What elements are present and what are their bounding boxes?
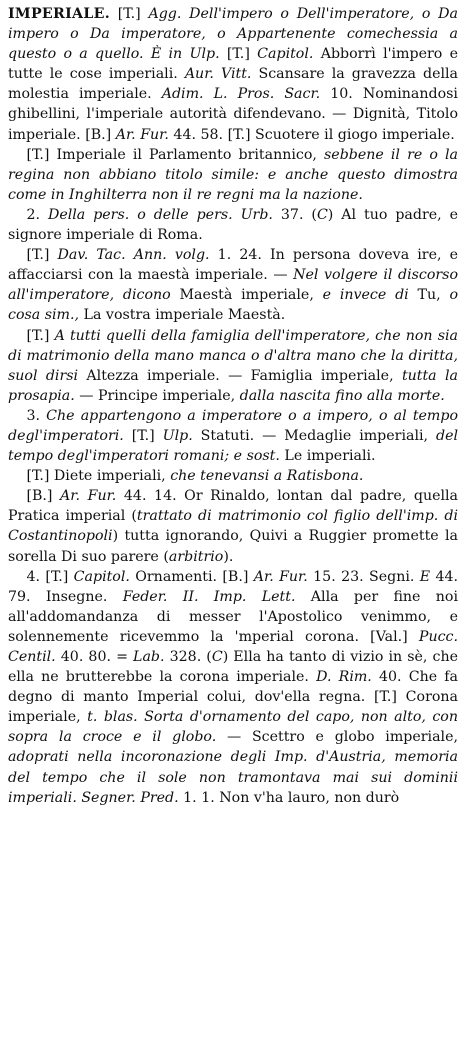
italic-run: Lab. [133,649,165,665]
text-run: 40. Che fa degno di manto Imperial colui, dov'ella regna. [T.] Corona imperiale, [8,669,458,726]
text-run: 4. [T.] [26,568,74,585]
headword: IMPERIALE. [8,6,110,22]
text-run: Statuti. — Medaglie imperiali, [192,427,436,444]
italic-run: Ulp. [162,427,193,444]
italic-run: Ar. Fur. [253,568,308,585]
italic-run: tutta la prosapia. [8,367,458,404]
text-run: ). [223,548,234,565]
text-run: La vostra imperiale Maestà. [79,307,286,324]
italic-run: trattato di matrimonio col figlio dell'imp. di Costantinopoli [8,508,458,545]
italic-run: e invece di [322,287,409,304]
italic-run: Nel volgere il discorso all'imperatore, dicono [8,267,458,304]
text-run: 15. 23. Segni. [307,568,420,585]
italic-run: o cosa sim., [8,287,459,324]
entry-note-parliament [8,145,458,205]
italic-run: Dav. Tac. Ann. volg. [57,247,210,264]
text-run: [T.] [219,46,258,63]
text-run: [T.] Imperiale il Parlamento britannico, [26,146,325,163]
text-run: Alla per fine noi all'addomandanza di messer l'Apostolico venimmo, e solennemente ricevemmo la 'mperial corona. [Val.] [8,588,458,645]
text-run: Ornamenti. [B.] [129,568,254,585]
italic-run: Capitol. [73,568,130,585]
entry-sense-3-example-ariosto [8,486,458,566]
italic-run: dalla nascita fino alla morte. [239,387,445,404]
text-run: 44. 58. [T.] Scuotere il giogo imperiale. [168,126,455,143]
text-run: [T.] [26,247,58,264]
entry-sense-2-example-family [8,326,458,406]
text-run: [T.] [110,6,149,22]
text-run: Le imperiali. [279,448,376,465]
text-run: 10. Nominandosi ghibellini, l'imperiale autorità difendevano. — Dignità, Titolo imperiale. [B.] [8,86,458,143]
entry-sense-3-example-diets [8,466,458,486]
text-run: ) Al tuo padre, e signore imperiale di Roma. [8,206,459,244]
text-run: 328. ( [164,649,212,665]
italic-run: C [316,206,328,223]
text-run: Scansare la gravezza della molestia imperiale. [8,66,458,103]
text-run: 3. [26,407,47,424]
text-run: 44. 79. Insegne. [8,568,459,605]
italic-run: D. Rim. [316,669,372,686]
italic-run: sebbene il re o la regina non abbiano titolo simile: e anche questo dimostra come in Inghilterra non il re regni ma la nazione. [8,146,458,203]
italic-run: Che appartengono a imperatore o a impero, o al tempo degl'imperatori. [8,407,459,444]
text-run: [T.] Diete imperiali, [26,468,171,485]
text-run: 40. 80. = [55,649,134,665]
italic-run: C [211,649,223,665]
text-run: ) tutta ignorando, Quivi a Ruggier promette la sorella Di suo parere ( [8,528,458,565]
italic-run: E [419,568,431,585]
text-run: Altezza imperiale. — Famiglia imperiale, [78,367,402,384]
entry-sense-2 [8,205,458,245]
text-run: 44. 14. Or Rinaldo, lontan dal padre, quella Pratica imperial ( [8,488,459,525]
italic-run: Agg. Dell'impero o Dell'imperatore, o Da impero o Da imperatore, o Appartenente comechessia a questo o a quello. È in Ulp. [8,6,458,63]
italic-run: Pucc. Centil. [8,628,458,665]
text-run: 1. 1. Non v'ha lauro, non durò [178,789,400,806]
text-run: 37. ( [272,206,317,223]
text-run: Maestà imperiale, [170,287,323,304]
italic-run: Aur. Vitt. [184,66,252,83]
text-run: — Principe imperiale, [74,387,240,404]
text-run: 1. 24. In persona doveva ire, e affacciarsi con la maestà imperiale. — [8,247,459,284]
entry-sense-3 [8,406,458,466]
text-run: [T.] [26,327,55,344]
text-run: ) Ella ha tanto di vizio in sè, che ella ne brutterebbe la corona imperiale. [8,649,458,686]
entry-headword-definition [8,4,458,145]
text-run: Tu, [408,287,450,304]
italic-run: A tutti quelli della famiglia dell'imperatore, che non sia di matrimonio della mano manca o d'altra mano che la diritta, suol dirsi [8,327,458,384]
text-run: — Scettro e globo imperiale, [216,729,458,746]
italic-run: Adim. L. Pros. Sacr. [161,86,321,103]
italic-run: che tenevansi a Ratisbona. [170,468,364,485]
text-run: [B.] [26,488,61,505]
italic-run: Feder. II. Imp. Lett. [122,588,296,605]
text-run: Abborrì l'impero e tutte le cose imperiali. [8,46,459,83]
italic-run: Ar. Fur. [115,126,169,143]
italic-run: t. blas. Sorta d'ornamento del capo, non alto, con sopra la croce e il globo. [8,709,458,746]
text-run: [T.] [123,427,163,444]
italic-run: adoprati nella incoronazione degli Imp. d'Austria, memoria del tempo che il sole non tramontava mai sui dominii imperiali. Segner. Pred. [8,749,458,806]
entry-sense-4 [8,567,458,808]
text-run: 2. [26,206,48,223]
entry-sense-2-example-tacitus [8,245,458,325]
italic-run: Ar. Fur. [60,488,117,505]
italic-run: arbitrio [168,548,224,565]
italic-run: Della pers. o delle pers. Urb. [47,206,273,223]
italic-run: Capitol. [257,46,314,63]
italic-run: del tempo degl'imperatori romani; e sost. [8,427,458,465]
